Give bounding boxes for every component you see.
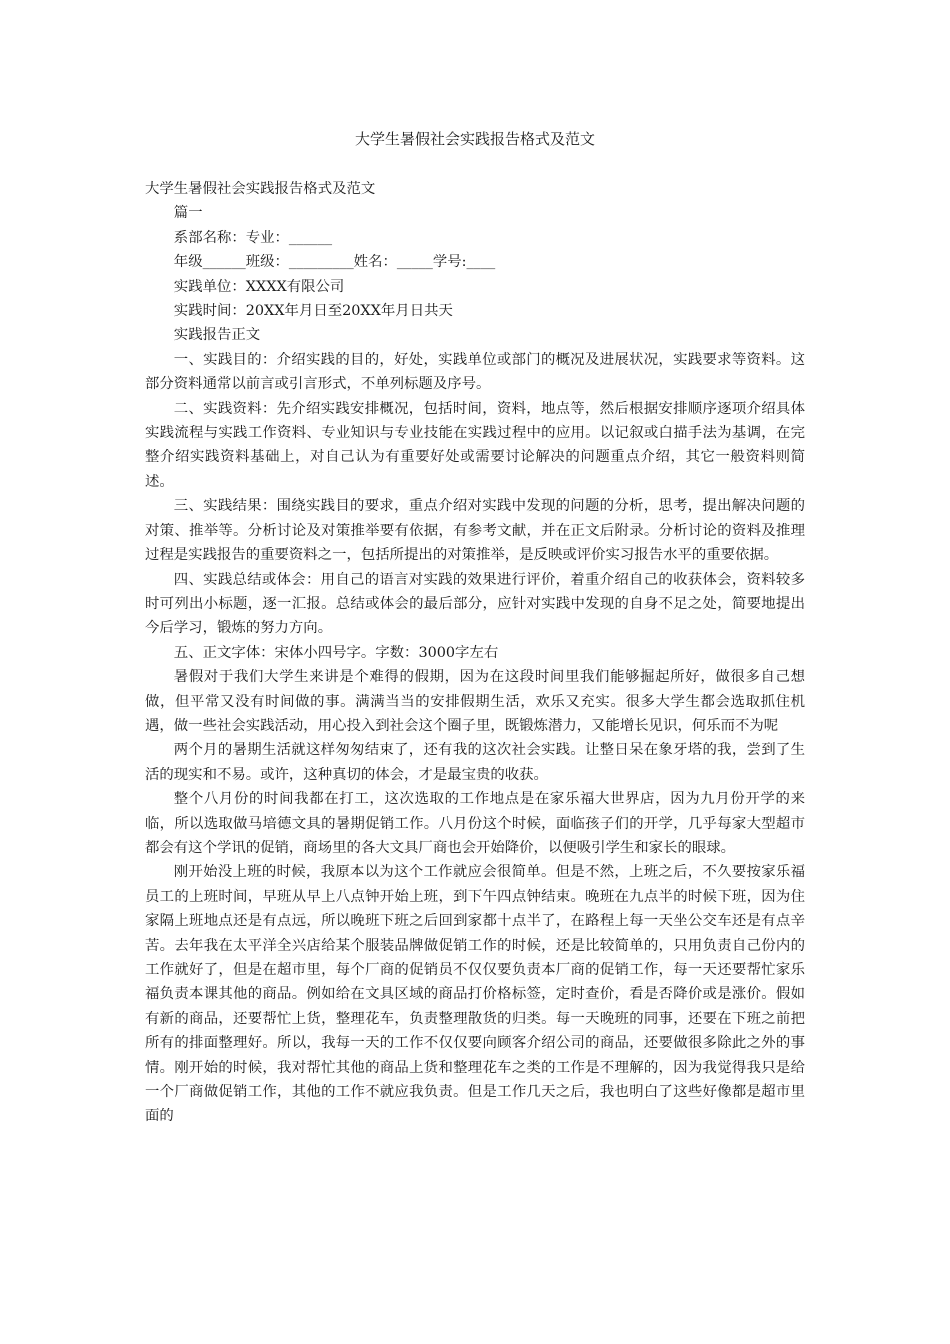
form-line-time: 实践时间：20XX年月日至20XX年月日共天 <box>173 303 453 320</box>
document-body <box>145 177 805 1129</box>
body-paragraph: 整个八月份的时间我都在打工，这次选取的工作地点是在家乐福大世界店，因为九月份开学的来临，所以选取做马培德文具的暑期促销工作。八月份这个时候，面临孩子们的开学，几乎每家大型超市都会有这个学讯的促销，商场里的各大文具厂商也会开始降价，以便吸引学生和家长的眼球。 <box>145 791 805 856</box>
body-paragraph: 暑假对于我们大学生来讲是个难得的假期，因为在这段时间里我们能够掘起所好，做很多自己想做，但平常又没有时间做的事。满满当当的安排假期生活，欢乐又充实。很多大学生都会选取抓住机遇，做一些社会实践活动，用心投入到社会这个圈子里，既锻炼潜力，又能增长见识，何乐而不为呢 <box>145 669 805 734</box>
section-label: 篇一 <box>173 205 203 222</box>
subtitle-paragraph: 大学生暑假社会实践报告格式及范文 <box>145 181 376 197</box>
form-line-department: 系部名称：专业：______ <box>173 229 333 246</box>
body-paragraph: 四、实践总结或体会：用自己的语言对实践的效果进行评价，着重介绍自己的收获体会，资料较多时可列出小标题，逐一汇报。总结或体会的最后部分，应针对实践中发现的自身不足之处，简要地提出今后学习，锻炼的努力方向。 <box>145 571 805 637</box>
report-heading: 实践报告正文 <box>173 327 261 344</box>
body-paragraph: 三、实践结果：围绕实践目的要求，重点介绍对实践中发现的问题的分析，思考，提出解决问题的对策、推举等。分析讨论及对策推举要有依据，有参考文献，并在正文后附录。分析讨论的资料及推理过程是实践报告的重要资料之一，包括所提出的对策推举，是反映或评价实习报告水平的重要依据。 <box>145 498 805 564</box>
body-paragraph: 刚开始没上班的时候，我原本以为这个工作就应会很简单。但是不然，上班之后，不久要按家乐福员工的上班时间，早班从早上八点钟开始上班，到下午四点钟结束。晚班在九点半的时候下班，因为住家隔上班地点还是有点远，所以晚班下班之后回到家都十点半了，在路程上每一天坐公交车还是有点辛苦。去年我在太平洋全兴店给某个服装品牌做促销工作的时候，还是比较简单的，只用负责自己份内的工作就好了，但是在超市里，每个厂商的促销员不仅仅要负责本厂商的促销工作，每一天还要帮忙家乐福负责本课其他的商品。例如给在文具区域的商品打价格标签，定时查价，看是否降价或是涨价。假如有新的商品，还要帮忙上货，整理花车，负责整理散货的归类。每一天晚班的同事，还要在下班之前把所有的排面整理好。所以，我每一天的工作不仅仅要向顾客介绍公司的商品，还要做很多除此之外的事情。刚开始的时候，我对帮忙其他的商品上货和整理花车之类的工作是不理解的，因为我觉得我只是给一个厂商做促销工作，其他的工作不就应我负责。但是工作几天之后，我也明白了这些好像都是超市里面的 <box>145 864 805 1125</box>
form-line-unit: 实践单位：XXXX有限公司 <box>173 278 345 295</box>
document-title: 大学生暑假社会实践报告格式及范文 <box>354 130 595 148</box>
body-paragraph: 两个月的暑期生活就这样匆匆结束了，还有我的这次社会实践。让整日呆在象牙塔的我，尝到了生活的现实和不易。或许，这种真切的体会，才是最宝贵的收获。 <box>145 742 805 783</box>
form-line-grade: 年级______班级：_________姓名：_____学号:____ <box>173 254 496 271</box>
body-paragraph: 五、正文字体：宋体小四号字。字数：3000字左右 <box>173 644 499 661</box>
body-paragraph: 二、实践资料：先介绍实践安排概况，包括时间，资料，地点等，然后根据安排顺序逐项介绍具体实践流程与实践工作资料、专业知识与专业技能在实践过程中的应用。以记叙或白描手法为基调，在完整介绍实践资料基础上，对自己认为有重要好处或需要讨论解决的问题重点介绍，其它一般资料则简述。 <box>145 400 805 490</box>
body-paragraph: 一、实践目的：介绍实践的目的，好处，实践单位或部门的概况及进展状况，实践要求等资料。这部分资料通常以前言或引言形式，不单列标题及序号。 <box>145 351 805 393</box>
